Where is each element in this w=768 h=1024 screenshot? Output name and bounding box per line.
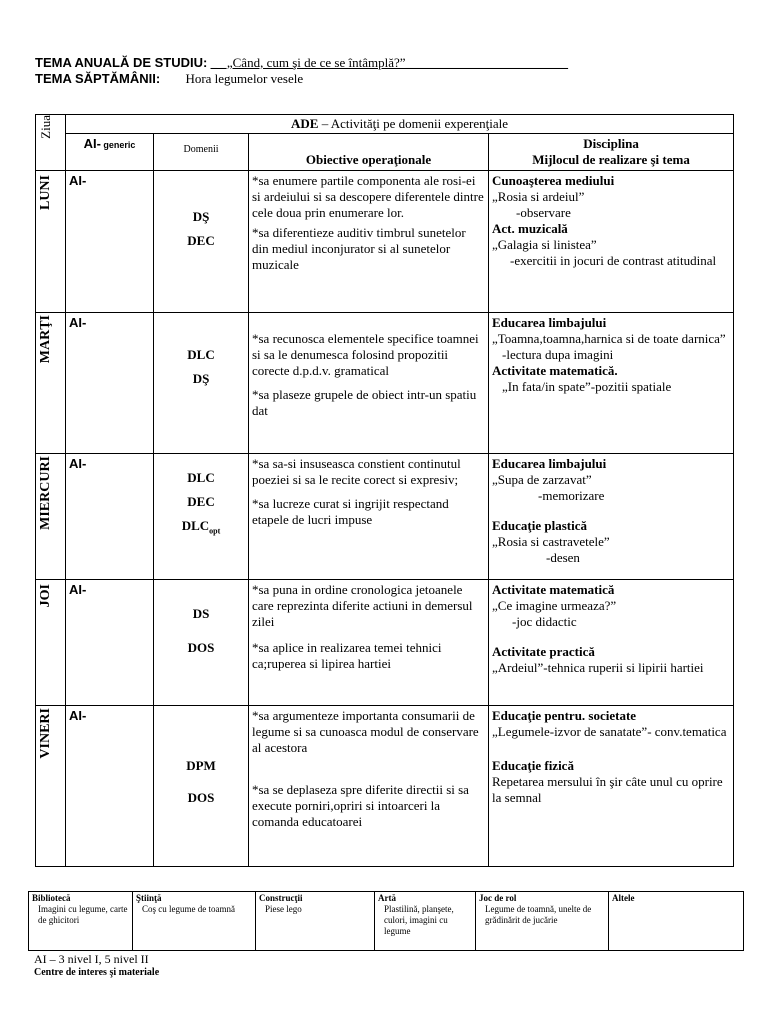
- discipline-title: Educarea limbajului: [492, 456, 607, 471]
- discipline-theme: Repetarea mersului în şir câte unul cu oprire la semnal: [492, 774, 723, 805]
- interest-centres-table: [28, 891, 744, 951]
- ai-header-small: generic: [100, 140, 136, 150]
- domains-cell: [154, 454, 249, 580]
- day-row: [36, 171, 734, 313]
- day-label: LUNI: [38, 175, 53, 211]
- domenii-label: Domenii: [183, 144, 219, 155]
- ai-cell: AI-: [69, 708, 87, 723]
- centres-label: Centre de interes şi materiale: [34, 967, 160, 978]
- discipline-cell: [489, 313, 734, 454]
- annual-theme-value: _ _„Când, cum şi de ce se întâmplă?”_________________________: [210, 55, 569, 70]
- ai-header: [66, 134, 154, 171]
- objectives-cell: [249, 706, 489, 867]
- domain-code: DŞ: [192, 209, 210, 224]
- centre-constructii: [256, 892, 375, 951]
- discipline-theme: „Rosia si castravetele”: [492, 534, 610, 549]
- domain-code-opt: [157, 514, 245, 538]
- domain-code: DEC: [187, 494, 215, 509]
- ai-cell: AI-: [69, 315, 87, 330]
- annual-theme-line: [35, 55, 735, 70]
- centre-body: Legume de toamnă, unelte de grădinărit de jucărie: [485, 904, 592, 925]
- centre-arta: [375, 892, 476, 951]
- domenii-header: [154, 134, 249, 171]
- discipline-cell: [489, 706, 734, 867]
- ade-subtitle: – Activităţi pe domenii experenţiale: [318, 116, 509, 131]
- weekly-theme-value: Hora legumelor vesele: [185, 71, 304, 86]
- objective: *sa argumenteze importanta consumarii de legume si sa cunoasca modul de conservare al acestora: [252, 708, 479, 755]
- domain-subscript: opt: [209, 526, 221, 536]
- discipline-theme: „Rosia si ardeiul”: [492, 189, 585, 204]
- centre-body: Coş cu legume de toamnă: [142, 904, 235, 914]
- objective: *sa aplice in realizarea temei tehnici ca;ruperea si lipirea hartiei: [252, 640, 442, 671]
- objectives-cell: [249, 171, 489, 313]
- document-header: [35, 55, 735, 86]
- discipline-method: -joc didactic: [512, 614, 577, 629]
- discipline-method: -desen: [546, 550, 580, 565]
- ai-header-label: AI-: [83, 136, 101, 151]
- objective: *sa sa-si insuseasca constient continutul poeziei si sa le recite corect si expresiv;: [252, 456, 461, 487]
- domain-code: DOS: [187, 640, 215, 655]
- weekly-theme-label: TEMA SĂPTĂMÂNII:: [35, 71, 161, 86]
- discipline-theme: „Galagia si linistea”: [492, 237, 597, 252]
- day-label: JOI: [38, 584, 53, 608]
- ade-header: [66, 115, 734, 134]
- annual-theme-label: TEMA ANUALĂ DE STUDIU:: [35, 55, 208, 70]
- objective: *sa recunosca elementele specifice toamnei si sa le denumesca folosind propozitii corecte d.p.d.v. gramatical: [252, 331, 479, 378]
- discipline-theme: „In fata/in spate”-pozitii spatiale: [502, 379, 672, 394]
- ziua-label: Ziua: [38, 115, 53, 139]
- discipline-method: -lectura dupa imagini: [502, 347, 614, 362]
- discipline-title: Educaţie pentru. societate: [492, 708, 637, 723]
- domain-code: DEC: [187, 233, 215, 248]
- domains-cell: [154, 171, 249, 313]
- day-cell: [36, 706, 66, 867]
- centre-body: Imagini cu legume, carte de ghicitori: [38, 904, 128, 925]
- discipline-cell: [489, 171, 734, 313]
- obiective-header: [249, 134, 489, 171]
- centre-title: Altele: [612, 893, 635, 903]
- mijloc-label: Mijlocul de realizare şi tema: [532, 152, 690, 167]
- domains-cell: [154, 580, 249, 706]
- day-cell: [36, 454, 66, 580]
- day-row: [36, 313, 734, 454]
- centre-title: Artă: [378, 893, 396, 903]
- centre-body: Piese lego: [265, 904, 302, 914]
- centre-body: Plastilină, planşete, culori, imagini cu legume: [384, 904, 454, 936]
- weekly-theme-line: [35, 71, 735, 86]
- weekly-plan-table: [35, 114, 734, 867]
- domain-code: DLC: [187, 470, 215, 485]
- discipline-title: Activitate matematică.: [492, 363, 618, 378]
- centre-altele: [609, 892, 744, 951]
- domain-code: DPM: [186, 758, 216, 773]
- discipline-title: Educaţie fizică: [492, 758, 574, 773]
- discipline-method: -memorizare: [538, 488, 605, 503]
- ai-cell: AI-: [69, 456, 87, 471]
- objective: *sa diferentieze auditiv timbrul sunetelor din mediul inconjurator si al sunetelor muzicale: [252, 225, 466, 272]
- disciplina-label: Disciplina: [583, 136, 639, 151]
- ai-levels-note: AI – 3 nivel I, 5 nivel II: [34, 952, 149, 966]
- day-cell: [36, 580, 66, 706]
- objectives-cell: [249, 454, 489, 580]
- day-label: MIERCURI: [38, 456, 53, 530]
- centre-stiinta: [133, 892, 256, 951]
- centre-title: Ştiinţă: [136, 893, 162, 903]
- discipline-theme: „Ce imagine urmeaza?”: [492, 598, 617, 613]
- domain-code: DLC: [187, 347, 215, 362]
- domains-cell: [154, 706, 249, 867]
- ai-cell: AI-: [69, 173, 87, 188]
- ziua-header: [36, 115, 66, 171]
- day-cell: [36, 313, 66, 454]
- domain-code: DS: [192, 606, 210, 621]
- obiective-label: Obiective operaţionale: [305, 152, 432, 167]
- domain-code: DOS: [187, 790, 215, 805]
- discipline-title: Activitate matematică: [492, 582, 615, 597]
- day-label: VINERI: [38, 708, 53, 759]
- centre-joc-de-rol: [476, 892, 609, 951]
- document-footer: [34, 952, 159, 980]
- ai-cell: AI-: [69, 582, 87, 597]
- objectives-cell: [249, 580, 489, 706]
- discipline-title: Educaţie plastică: [492, 518, 587, 533]
- objective: *sa puna in ordine cronologica jetoanele care reprezinta diferite actiuni in demersul zilei: [252, 582, 473, 629]
- discipline-cell: [489, 454, 734, 580]
- day-row: [36, 706, 734, 867]
- objectives-cell: [249, 313, 489, 454]
- discipline-title: Activitate practică: [492, 644, 595, 659]
- centre-biblioteca: [29, 892, 133, 951]
- discipline-method: -observare: [516, 205, 571, 220]
- discipline-method: -exercitii in jocuri de contrast atitudinal: [510, 253, 717, 268]
- objective: *sa lucreze curat si ingrijit respectand etapele de lucri impuse: [252, 496, 449, 527]
- discipline-title: Educarea limbajului: [492, 315, 607, 330]
- centre-title: Joc de rol: [479, 893, 517, 903]
- objective: *sa enumere partile componenta ale rosi-ei si ardeiului si sa descopere diferentele dintre cele doua prin enumerare lor.: [252, 173, 484, 220]
- domain-code: DŞ: [192, 371, 210, 386]
- objective: *sa plaseze grupele de obiect intr-un spatiu dat: [252, 387, 477, 418]
- discipline-theme: „Ardeiul”-tehnica ruperii si lipirii hartiei: [492, 660, 704, 675]
- discipline-theme: „Legumele-izvor de sanatate”- conv.tematica: [492, 724, 727, 739]
- objective: *sa se deplaseza spre diferite directii si sa execute porniri,opriri si intoarceri la comanda educatoarei: [252, 782, 469, 829]
- ade-title: ADE: [291, 116, 319, 131]
- day-label: MARŢI: [38, 315, 53, 364]
- day-cell: [36, 171, 66, 313]
- domains-cell: [154, 313, 249, 454]
- centre-title: Bibliotecă: [32, 893, 71, 903]
- day-row: [36, 454, 734, 580]
- discipline-theme: „Supa de zarzavat”: [492, 472, 592, 487]
- day-row: [36, 580, 734, 706]
- discipline-title: Cunoaşterea mediului: [492, 173, 615, 188]
- discipline-theme: „Toamna,toamna,harnica si de toate darnica”: [492, 331, 726, 346]
- centre-title: Construcţii: [259, 893, 303, 903]
- domain-code: DLC: [181, 518, 210, 533]
- discipline-cell: [489, 580, 734, 706]
- disciplina-header: [489, 134, 734, 171]
- discipline-title: Act. muzicală: [492, 221, 568, 236]
